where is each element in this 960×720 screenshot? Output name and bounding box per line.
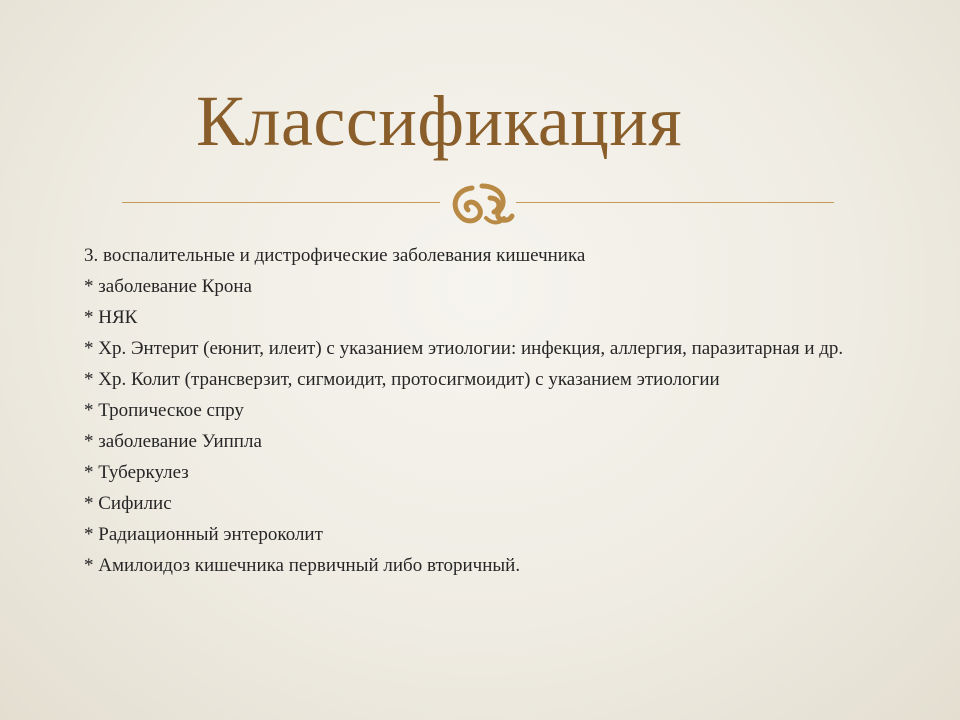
content-line: * Сифилис [84, 493, 172, 514]
content-line: * Туберкулез [84, 462, 189, 483]
content-line: * заболевание Уиппла [84, 431, 262, 452]
content-line: * Амилоидоз кишечника первичный либо вторичный. [84, 555, 521, 576]
slide-title: Классификация [196, 81, 683, 161]
content-line: * заболевание Крона [84, 276, 252, 297]
slide-content [84, 243, 904, 584]
content-line: * Радиационный энтероколит [84, 524, 323, 545]
content-line: * НЯК [84, 307, 138, 328]
divider-line-left [122, 202, 440, 203]
content-line: * Хр. Энтерит (еюнит, илеит) с указанием этиологии: инфекция, аллергия, паразитарная и др. [84, 338, 844, 359]
divider-line-right [516, 202, 834, 203]
content-line: * Тропическое спру [84, 400, 244, 421]
content-line: * Хр. Колит (трансверзит, сигмоидит, протосигмоидит) с указанием этиологии [84, 369, 720, 390]
ornament-flourish-icon [442, 178, 518, 228]
content-line: 3. воспалительные и дистрофические заболевания кишечника [84, 245, 586, 266]
